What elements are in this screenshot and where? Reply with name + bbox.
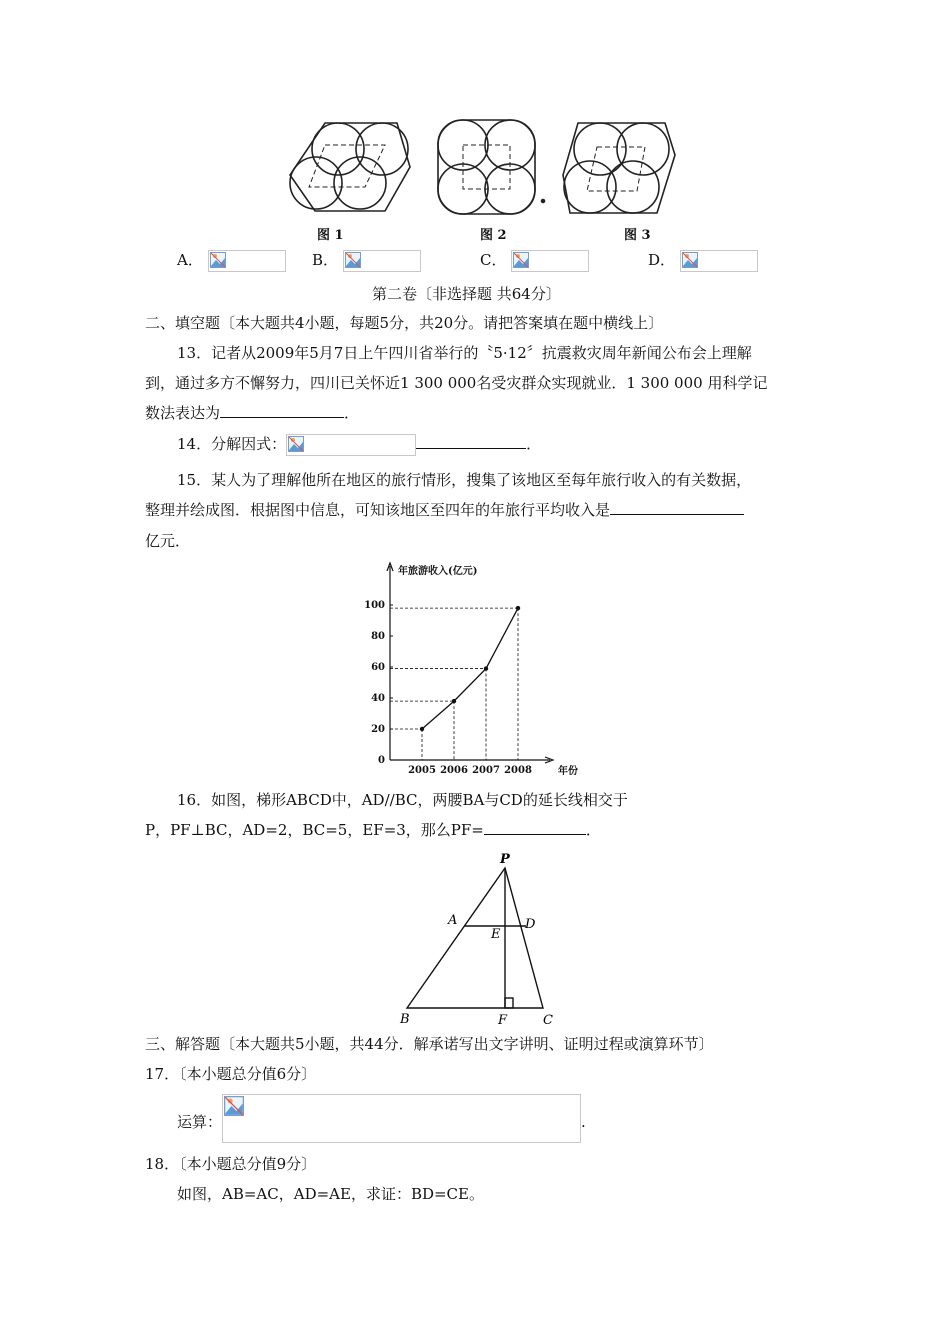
y-tick-label: 40 [371,693,385,704]
q16-line-1: 16．如图，梯形ABCD中，AD//BC，两腰BA与CD的延长线相交于 [177,791,628,809]
figure-1-label: 图 1 [317,228,344,243]
q13-text: 数法表达为 [145,404,221,422]
data-point-2006 [452,699,456,703]
y-tick-label: 60 [371,662,385,673]
q14-end: ． [526,435,542,453]
option-a[interactable] [177,249,286,272]
q14-text: 14．分解因式： [177,435,287,453]
q17-title: 17．〔本小题总分值6分〕 [145,1065,317,1083]
section-2-header: 二、填空题〔本大题共4小题，每题5分，共20分。请把答案填在题中横线上〕 [145,314,664,332]
broken-image-icon [224,1096,244,1116]
chart-ylabel: 年旅游收入(亿元) [398,566,478,577]
point-d: D [525,917,536,932]
option-c-label: C． [480,251,507,269]
q15-line-1: 15．某人为了理解他所在地区的旅行情形，搜集了该地区至每年旅行收入的有关数据， [177,471,752,489]
option-d[interactable] [648,249,758,272]
chart-xlabel: 年份 [558,766,578,777]
figure-2 [438,120,545,214]
tourism-income-chart [358,560,598,782]
broken-image-icon [345,252,361,268]
y-tick-label: 0 [378,755,385,766]
option-d-image [680,250,758,272]
figure-2-label: 图 2 [480,228,507,243]
data-point-2008 [516,606,520,610]
q15-line-3: 亿元． [145,532,191,550]
q14-line [177,434,541,456]
option-b-label: B． [312,251,339,269]
x-tick-label: 2006 [440,765,468,776]
right-angle-mark [505,998,513,1008]
q14-expression-image [286,434,416,456]
y-tick-label: 100 [364,600,385,611]
q17-line [177,1094,586,1143]
trapezoid-figure [395,848,565,1026]
option-c[interactable] [480,249,589,272]
q13-line-1: 13．记者从2009年5月7日上午四川省举行的〝5·12〞抗震救灾周年新闻公布会上理解 [177,344,752,362]
q16-line-2 [145,820,601,840]
option-a-label: A． [177,251,203,269]
y-tick-label: 80 [371,631,385,642]
q16-answer-blank[interactable] [484,820,586,835]
q16-end: ． [585,821,601,839]
q17-expression-image [222,1094,581,1143]
broken-image-icon [210,252,226,268]
point-b: B [400,1012,410,1026]
broken-image-icon [682,252,698,268]
broken-image-icon [288,436,304,452]
data-point-2005 [420,727,424,731]
triangle-pbc [407,868,543,1008]
data-point-2007 [484,666,488,670]
option-c-image [511,250,589,272]
figure-3-label: 图 3 [624,228,651,243]
x-tick-label: 2007 [472,765,500,776]
q14-answer-blank[interactable] [416,434,526,449]
figure-3 [563,123,675,213]
q16-text: P，PF⊥BC，AD=2，BC=5，EF=3，那么PF= [145,821,484,839]
option-d-label: D． [648,251,676,269]
point-f: F [498,1013,508,1026]
x-tick-label: 2005 [408,765,436,776]
q13-end: ． [344,404,360,422]
option-b-image [343,250,421,272]
q13-line-2: 到，通过多方不懈努力，四川已关怀近1 300 000名受灾群众实现就业．1 300 000 用科学记 [145,374,768,392]
y-tick-label: 20 [371,724,385,735]
point-a: A [448,913,458,928]
section-3-header: 三、解答题〔本大题共5小题，共44分．解承诺写出文字讲明、证明过程或演算环节〕 [145,1035,714,1053]
q15-answer-blank[interactable] [610,500,744,515]
q15-text: 整理并绘成图．根据图中信息，可知该地区至四年的年旅行平均收入是 [145,501,611,519]
option-b[interactable] [312,249,421,272]
q18-text: 如图，AB=AC，AD=AE，求证：BD=CE。 [177,1185,484,1203]
q18-title: 18．〔本小题总分值9分〕 [145,1155,317,1173]
section-2-title: 第二卷〔非选择题 共64分〕 [372,285,561,303]
q13-line-3 [145,403,359,423]
point-p: P [500,852,510,867]
x-tick-label: 2008 [504,765,532,776]
point-c: C [543,1013,553,1026]
q13-answer-blank[interactable] [220,403,344,418]
figure-1 [290,123,410,211]
broken-image-icon [513,252,529,268]
option-a-image [208,250,286,272]
q15-line-2 [145,500,744,520]
point-e: E [491,927,501,942]
q17-text: 运算： [177,1113,223,1131]
q17-end: . [581,1113,586,1131]
